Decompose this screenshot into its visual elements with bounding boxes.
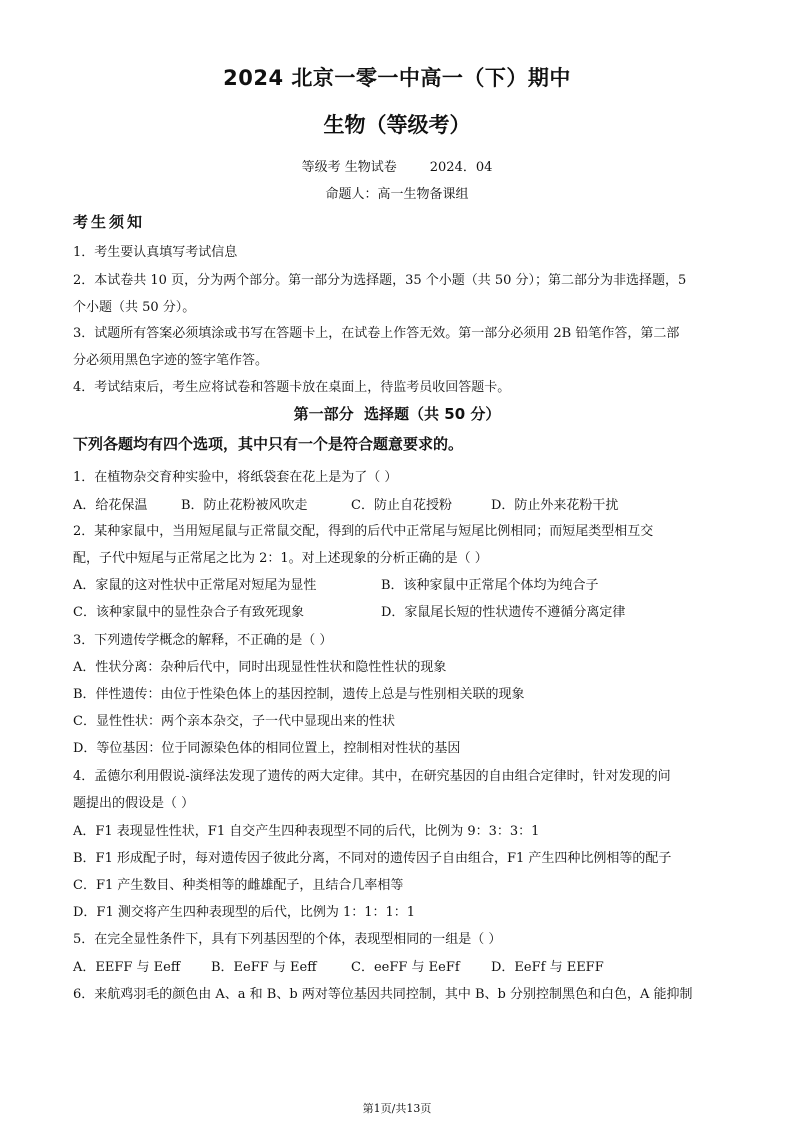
question-4-option-d: D．F1 测交将产生四种表现型的后代，比例为 1：1：1：1 (73, 905, 416, 920)
subject-title: 生物（等级考） (323, 113, 471, 137)
question-3-option-c: C．显性性状：两个亲本杂交，子一代中显现出来的性状 (73, 714, 395, 729)
question-2-stem-cont: 配，子代中短尾与正常尾之比为 2：1。对上述现象的分析正确的是（ ） (73, 551, 488, 566)
question-1-option-a: A．给花保温 (73, 498, 148, 513)
question-4-stem: 4．孟德尔利用假说-演绎法发现了遗传的两大定律。其中，在研究基因的自由组合定律时，针对发现的问 (73, 769, 671, 784)
question-5-option-a: A．EEFF 与 Eeff (73, 960, 181, 975)
question-2-option-d: D．家鼠尾长短的性状遗传不遵循分离定律 (381, 605, 626, 620)
question-5-option-d: D．EeFf 与 EEFF (491, 960, 604, 975)
question-3-stem: 3．下列遗传学概念的解释，不正确的是（ ） (73, 633, 333, 648)
page-number: 第1页/共13页 (362, 1102, 432, 1115)
notice-item: 3．试题所有答案必须填涂或书写在答题卡上，在试卷上作答无效。第一部分必须用 2B 铅笔作答，第二部 (73, 326, 680, 341)
question-3-option-b: B．伴性遗传：由位于性染色体上的基因控制，遗传上总是与性别相关联的现象 (73, 687, 525, 702)
notice-item: 分必须用黑色字迹的签字笔作答。 (73, 353, 269, 368)
question-4-option-a: A．F1 表现显性性状，F1 自交产生四种表现型不同的后代，比例为 9：3：3：1 (73, 824, 540, 839)
question-1-option-b: B．防止花粉被风吹走 (181, 498, 308, 513)
notice-item: 2．本试卷共 10 页，分为两个部分。第一部分为选择题，35 个小题（共 50 分）；第二部分为非选择题，5 (73, 273, 687, 288)
question-6-stem: 6．来航鸡羽毛的颜色由 A、a 和 B、b 两对等位基因共同控制，其中 B、b 分别控制黑色和白色，A 能抑制 (73, 987, 693, 1002)
question-3-option-a: A．性状分离：杂种后代中，同时出现显性性状和隐性性状的现象 (73, 660, 447, 675)
section-title: 第一部分 选择题（共 50 分） (293, 405, 501, 423)
question-5-stem: 5．在完全显性条件下，具有下列基因型的个体，表现型相同的一组是（ ） (73, 932, 502, 947)
author-line: 命题人：高一生物备课组 (325, 187, 469, 202)
question-1-stem: 1．在植物杂交育种实验中，将纸袋套在花上是为了（ ） (73, 470, 398, 485)
question-2-option-b: B．该种家鼠中正常尾个体均为纯合子 (381, 578, 599, 593)
question-2-option-a: A．家鼠的这对性状中正常尾对短尾为显性 (73, 578, 317, 593)
question-5-option-b: B．EeFF 与 Eeff (211, 960, 317, 975)
question-3-option-d: D．等位基因：位于同源染色体的相同位置上，控制相对性状的基因 (73, 741, 461, 756)
notice-item: 4．考试结束后，考生应将试卷和答题卡放在桌面上，待监考员收回答题卡。 (73, 380, 511, 395)
question-4-option-c: C．F1 产生数目、种类相等的雌雄配子，且结合几率相等 (73, 878, 404, 893)
question-4-stem-cont: 题提出的假设是（ ） (73, 796, 195, 811)
exam-info-line: 等级考 生物试卷 2024．04 (301, 160, 493, 175)
question-5-option-c: C．eeFF 与 EeFf (351, 960, 460, 975)
notice-item: 1．考生要认真填写考试信息 (73, 245, 238, 260)
notice-item: 个小题（共 50 分）。 (73, 300, 196, 315)
section-instruction: 下列各题均有四个选项，其中只有一个是符合题意要求的。 (73, 435, 464, 453)
notice-heading: 考生须知 (73, 213, 146, 231)
question-2-stem: 2．某种家鼠中，当用短尾鼠与正常鼠交配，得到的后代中正常尾与短尾比例相同；而短尾类型相互交 (73, 524, 654, 539)
question-2-option-c: C．该种家鼠中的显性杂合子有致死现象 (73, 605, 304, 620)
question-1-option-c: C．防止自花授粉 (351, 498, 452, 513)
exam-title: 2024 北京一零一中高一（下）期中 (223, 66, 571, 90)
question-4-option-b: B．F1 形成配子时，每对遗传因子彼此分离，不同对的遗传因子自由组合，F1 产生四种比例相等的配子 (73, 851, 672, 866)
question-1-option-d: D．防止外来花粉干扰 (491, 498, 619, 513)
